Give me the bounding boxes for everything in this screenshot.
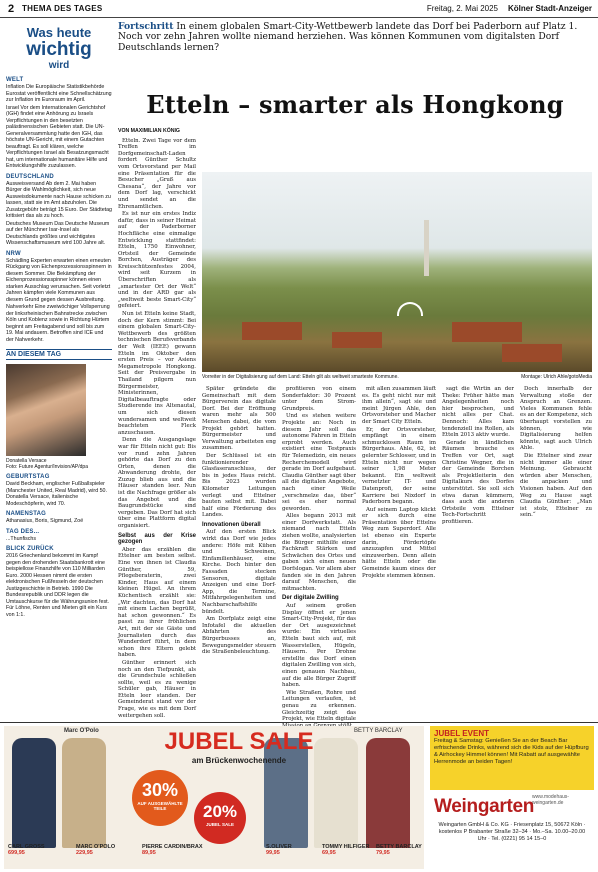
article-body xyxy=(118,128,592,723)
article-paragraph: Später gründete die Gemeinschaft mit dem Bürgerverein das digitale Dorf. Bei der Eröffnung waren mehr als 500 Menschen dabei, die vom Projekt gehört hatten. Bürgermeister und Verwaltung arbeiteten eng zusammen. xyxy=(202,386,276,452)
brand-label xyxy=(376,844,422,856)
event-box xyxy=(430,726,594,790)
sidebar-title-line2: wichtig xyxy=(26,39,92,60)
sidebar-block-text: David Beckham, englischer Fußballspieler (Manchester United, Real Madrid), wird 50. Donatella Versace, italienische Modeschöpferin, wird 70. xyxy=(6,481,107,507)
ad-tag-bettybarclay: BETTY BARCLAY xyxy=(354,728,403,734)
model-figure xyxy=(62,738,106,848)
photo-caption: Vorreiter in der Digitalisierung auf dem Land: Etteln gilt als weltweit smarteste Kommune. xyxy=(202,374,399,380)
article-paragraph: profitieren von einem Sonderfaktor: 30 Prozent unter dem Strom-Grundpreis. xyxy=(282,386,356,412)
column-5-paragraphs xyxy=(442,386,592,525)
brand-name: PIERRE CARDIN/BRAX xyxy=(142,844,203,850)
sidebar-block-head: TAG DES... xyxy=(6,528,40,535)
article-column-4 xyxy=(362,386,436,718)
page-number: 2 xyxy=(8,3,15,15)
brand-price: 229,95 xyxy=(76,850,93,856)
store-url: www.modehaus-weingarten.de xyxy=(532,794,569,806)
article-column-3 xyxy=(282,386,356,723)
article-paragraph: Wie Straßen, Rohre und Leitungen verlaufen, ist genau zu erkennen. Gleichzeitig zeigt das Projekt, wie Etteln digitale xyxy=(282,689,356,723)
sidebar-block-head: GEBURTSTAG xyxy=(6,474,50,480)
article-column-1 xyxy=(118,128,196,718)
sidebar-block-text: Israel Vor dem Internationalen Gerichtshof (IGH) findet eine Anhörung zu Israels Verpflichtungen in den besetzten palästinensischen Gebieten statt. Die UN-Generalversammlung hatte den IGH, das höchste UN-Gericht, mit einem Gutachten beauftragt. Es soll klären, welche Verpflichtungen Israel als Besatzungsmacht hat, um internationale humanitäre Hilfe und Entwicklungshilfe zuzulassen. xyxy=(6,104,109,169)
brand-price: 99,95 xyxy=(266,850,280,856)
kicker-text: In einem globalen Smart-City-Wettbewerb landete das Dorf bei Paderborn auf Platz 1. Noch vor zehn Jahren wollte niemand herziehen. Was können Kommunen vom digitalsten Dorf Deutschlands lernen? xyxy=(118,21,578,53)
kicker-label: Fortschritt xyxy=(118,21,174,32)
article-paragraph: Doch innerhalb der Verwaltung stoße der Anspruch an Grenzen. Vieles Kommunen fehle es an der Kompetenz, sich überhaupt vorstellen zu können, wie Digitalisierung helfen könnte, sagt auch Ulrich Ahle. xyxy=(520,386,592,452)
sidebar-title-line1: Was heute xyxy=(26,25,92,40)
subhead-3: Der digitale Zwilling xyxy=(282,595,339,602)
roof-shape xyxy=(452,322,522,342)
article-paragraph: mit allen zusammen läuft es. Es geht nicht nur mit ihm allein“, sagt sie und meint Jürgen Ahle, den Ortsvorsteher und Macher der Smart City Etteln. xyxy=(362,386,436,425)
article-photo xyxy=(202,172,592,372)
sidebar-block-head: NRW xyxy=(6,250,21,257)
discount-30: 30% xyxy=(141,780,179,800)
sidebar-block-text: Deutsches Museum Das Deutsche Museum auf der Münchner Isar-Insel als Deutschlands größtes und wichtigstes Wissenschaftsmuseum wird 100 Jahre alt. xyxy=(6,220,110,246)
brand-label xyxy=(8,844,45,856)
ad-tag-marcopolo: Marc O'Polo xyxy=(64,728,99,734)
article-paragraph: Es ist nur ein erstes Indiz dafür, dass in seiner Heimat auf der Paderborner Hochfläche eine einmalige Entwicklung stattfindet: Etteln, 1750 Einwohner, Ortsteil der Gemeinde Borchen, Austräger des Kreisschützenfestes 2004, wird seit Kurzem in Überschriften als „smartester Ort der Welt“ und in der ARD gar als „weltweit beste Smart-City“ gefeiert. xyxy=(118,211,196,310)
article-paragraph: Alles begann 2013 mit einer Dorfwerkstatt. Als niemand nach Etteln ziehen wollte, analysierten die Bürger mithilfe einer Fachkraft Stärken und Schwächen des Ortes und gaben sich einen neuen Dorfslogan. Vor allem aber fanden sie in den Jahren darauf Menschen, die mitmachten. xyxy=(282,513,356,592)
brand-label xyxy=(76,844,115,856)
newspaper-name: Kölner Stadt-Anzeiger xyxy=(507,4,592,13)
sidebar-title-line3: wird xyxy=(48,60,70,71)
brand-price: 79,95 xyxy=(376,850,390,856)
article-column-5 xyxy=(442,386,592,718)
sidebar-block-head: WELT xyxy=(6,77,24,83)
article-paragraph: Auf seinem großen Display öffnet er jenen Smart-City-Projekt, für das der Ort ausgezeichnet wurde: Ein virtuelles Etteln baut sich auf, mit Wasserstellen, Hügeln, Häusern. Per Drohne erstellte das Dorf einen digitalen Zwilling von sich, einen genauen Nachbau, auf die alle Bürger Zugriff haben. xyxy=(282,603,356,689)
brand-name: TOMMY HILFIGER xyxy=(322,844,370,850)
sidebar-news-list xyxy=(6,77,112,343)
column-3b-paragraphs xyxy=(282,603,356,729)
brand-name: MARC O'POLO xyxy=(76,844,116,850)
column-3-paragraphs xyxy=(282,386,356,592)
ad-subheadline: am Brückenwochenende xyxy=(191,756,287,765)
roof-shape xyxy=(332,332,382,348)
photo-caption-line xyxy=(202,374,592,383)
article-paragraph: Etteln. Zwei Tage vor dem Treffen im Dorfgemeinschaft-Laden fordert Günther Schultz vom Ortsvorstand per Mail eine Präsentation für die Besucher „Gruß aus Chesana“, der Jahre vor dem Dorf lag, verschickt und sendet an die Ehrenamtlichen. xyxy=(118,137,196,210)
subhead-2: Innovationen überall xyxy=(202,521,261,528)
issue-date: Freitag, 2. Mai 2025 xyxy=(426,4,498,13)
discount-badge-20 xyxy=(194,792,246,844)
article-paragraph: sagt die Wirtin an der Theke: Früher hätte man Angelegenheiten noch hier besprochen, und nicht alles per Chat. Dennoch: Alles kam tendenziell ins Rollen, als Etteln 2013 aktiv wurde. xyxy=(442,386,514,439)
on-this-day-title: AN DIESEM TAG xyxy=(6,349,112,360)
sidebar-whats-important xyxy=(6,26,112,719)
sidebar-block-text: ...Thunfischs xyxy=(6,535,37,542)
sidebar-day-list xyxy=(6,474,112,618)
brand-name: BETTY BARCLAY xyxy=(376,844,422,850)
brand-price: 699,95 xyxy=(8,850,25,856)
discount-badge-30 xyxy=(132,770,188,826)
article-column-2 xyxy=(202,386,276,718)
article-paragraph: Nun ist Etteln keine Stadt, doch der Kern stimmt: Bei einem globalen Smart-City-Wettbewerb des größten technischen Berufsverbands der Welt (IEEE) gewann Etteln im Oktober den ersten Preis – vor Asiens Megametropole Hongkong. Seit der Preisvergabe in Thailand pilgern nun Bürgermeister, Ministerinnen, Digitalbeauftragte oder Studierende ins Altenautal, um sich diesen wundersamen und weltweit beachteten Fleck anzuschauen. xyxy=(118,311,196,436)
article-paragraph: Der Schlüssel ist ein funktionierender Glasfaseranschluss, der bis in jedes Haus reicht. Bis 2023 wurden Kilometer Leitungen verlegt und Ettelner bauten selbst mit. Dabei half eine Förderung des Landes. xyxy=(202,452,276,519)
article-kicker xyxy=(118,22,592,62)
article-paragraph: Am Dorfplatz zeigt eine Infotafel die aktuellen Abfahrten des Bürgerbusses an, Bewegungsmelder steuern die Straßenbeleuchtung. xyxy=(202,616,276,656)
store-address: Weingarten GmbH & Co. KG · Friesenplatz 15, 50672 Köln · kostenlos P Brabanter Straße 32–34 · Mo.–Sa. 10.00–20.00 Uhr · Tel. (0221) 95 14 15–0 xyxy=(438,822,586,842)
article-paragraph: Günther erinnert sich noch an den Tiefpunkt, als die Grundschule schließen sollte, weil es zu wenige Schüler gab, Häuser in Etteln leer standen. Der Gemeinderat stand vor der Frage, wie es mit dem Dorf weitergehen soll. xyxy=(118,659,196,719)
headline: Etteln – smarter als Hongkong xyxy=(146,90,564,119)
byline: VON MAXIMILIAN KÖNIG xyxy=(118,128,180,134)
column-1-paragraphs xyxy=(118,138,196,530)
model-figure xyxy=(12,738,56,848)
sidebar-block-text: Schädling Experten erwarten einen erneuten Rückgang von Eichenprozessionsspinnern in diesem Sommer. Die Bekämpfung der Eichenprozessionsspinner können einen starken Ausschlag verursachen. Seit vorletzt Jahren kämpfen viele Kommunen aus diesem Grund gegen dessen Ausbreitung. xyxy=(6,257,112,303)
discount-20: 20% xyxy=(202,802,238,821)
sidebar-block-text: Athanasius, Boris, Sigmund, Zoë xyxy=(6,518,84,524)
discount-30-sub: AUF AUSGEWÄHLTE TEILE xyxy=(137,801,183,811)
brand-price: 89,95 xyxy=(142,850,156,856)
article-paragraph: Er, der Ortsvorsteher, empfängt in einem schmucklosen Raum im Bürgerhaus. Ahle, 62, ist gelernter Schlosser, und in Etteln nicht nur wegen seiner 1,98 Meter bekannt. Ein weltweit vernetzter IT- und Datenprofi, der seine Karriere bei Nixdorf in Paderborn begann. xyxy=(362,426,436,506)
article-paragraph: Auf seinem Laptop klickt er sich durch eine Präsentation über Ettelns Weg zum Superdorf. Alle ist ebenso ein Experte darin, Fördertöpfe anzuzapfen und Mittel einzuwerben. Denn allein hätte Etteln oder die Gemeinde kaum eines der Projekte stemmen können. xyxy=(362,506,436,579)
brand-price: 69,95 xyxy=(322,850,336,856)
article-paragraph: Gerade in ländlichen Räumen brauche es Treffen vor Ort, sagt Christine Wegner, die in der Gemeinde Borchen als Projektleiterin den Digitalkurs des Dorfes unterstützt. Sie soll sich etwa daran kümmern, dass auch die anderen Ortsteile vom Ettelner Tech-Fortschritt profitieren. xyxy=(442,439,514,525)
photo-credit: Montage: Ulrich Ahle/gotoMedia xyxy=(521,374,592,380)
column-4-paragraphs xyxy=(362,386,436,579)
subhead-1: Selbst aus der Krise gezogen xyxy=(118,532,196,546)
article-paragraph: Auf den ersten Blick wirkt das Dorf wie jedes andere: Höfe mit Kühen und Schweinen, Einfamilienhäuser, eine Kirche. Doch hinter den Fassaden stecken Sensoren, digitale Anzeigen und eine Dorf-App, die Termine, Mitfahrgelegenheiten und Nachbarschaftshilfe bündelt. xyxy=(202,529,276,615)
section-title: THEMA DES TAGES xyxy=(22,4,103,13)
portrait-credit: Foto: Future Agentur/Invision/AP/dpa xyxy=(6,464,88,470)
brand-name: CARL GROSS xyxy=(8,844,45,850)
sidebar-block-text: Inflation Die Europäische Statistikbehörde Eurostat veröffentlicht eine Schnellschätzung zur Inflation im Euroraum im April. xyxy=(6,84,112,103)
jubel-sale-ad[interactable] xyxy=(4,726,424,869)
wifi-icon xyxy=(397,302,423,316)
sidebar-block-text: Ausweisversand Ab dem 2. Mai haben Bürger die Wahlmöglichkeit, sich neue Ausweisdokumente nach Hause schicken zu lassen, statt sie im Amt abzuholen. Die Zusatzgebühr beträgt 15 Euro. Der Städtetag kritisiert das als zu hoch. xyxy=(6,180,113,219)
sidebar-block-head: NAMENSTAG xyxy=(6,511,47,517)
column-2b-paragraphs xyxy=(202,529,276,655)
sidebar-block-head: DEUTSCHLAND xyxy=(6,173,54,180)
sidebar-block-text: Nahverkehr Eine zweiwöchiger Vollsperrung der linksrheinischen Bahnstrecke zwischen Köln und Koblenz sowie in Richtung Hürtem beginnt am Freitagabend und soll bis zum 19. Mai andauern. Betroffen sind ICE und der Nahverkehr. xyxy=(6,304,110,343)
page-header xyxy=(0,0,598,18)
brand-label xyxy=(322,844,369,856)
model-figure xyxy=(366,738,410,848)
event-headline: JUBEL EVENT xyxy=(434,729,489,738)
column-2-paragraphs xyxy=(202,386,276,519)
advertisement-strip xyxy=(0,722,598,872)
church-tower xyxy=(424,220,429,276)
brand-name: S.OLIVER xyxy=(266,844,292,850)
roof-shape xyxy=(502,344,562,362)
roof-shape xyxy=(242,322,302,340)
article-paragraph: Und es stehen weitere Projekte an: Noch in diesem Jahr soll das autonome Fahren in Etteln erprobt werden. Auch existiert eine Testpraxis für Telemedizin, ein neues Recherchemodell wird gerade im Dorf aufgebaut. Claudia Günther sagt über all die digitalen Angebote, nach einer Weile „verschmelze das, über“ sei es eher normal geworden. xyxy=(282,413,356,512)
brand-label xyxy=(142,844,203,856)
store-logo: Weingarten xyxy=(434,796,535,817)
column-1b-paragraphs xyxy=(118,547,196,719)
sidebar-block-head: BLICK ZURÜCK xyxy=(6,546,54,552)
article-paragraph: Die Ettelner sind zwar nicht immer alle einer Meinung. Gebraucht würden aber Menschen, die anpacken und Visionen haben. Auf den Weg zu Hause sagt Claudia Günther: „Man ist stolz, Ettelner zu sein.“ xyxy=(520,452,592,519)
discount-20-sub: JUBEL SALE xyxy=(206,822,234,827)
portrait-caption: Donatella Versace xyxy=(6,458,47,464)
spacer xyxy=(202,128,592,168)
weingarten-ad[interactable] xyxy=(430,726,594,869)
article-paragraph: Aber das erzählen die Ettelner am besten selbst. Eine von ihnen ist Claudia Günther, 59, Pflegeberaterin, zwei Kinder, Haus auf einem kleinen Hügel. An ihrem Küchentisch erzählt sie: „Wir dachten, das Dorf hat mit einem Lachen begrüßt, hat schon gewonnen.“ Es passt zu ihrer fröhlichen Art, mit der sie Gäste und Journalisten durch das Wunderdorf führt, in dem schon ihre Eltern gelebt haben. xyxy=(118,546,196,659)
portrait-photo xyxy=(6,364,86,456)
brand-label xyxy=(266,844,292,856)
article-paragraph: Denn die Ausgangslage war für Etteln nicht gut: Bis vor rund zehn Jahren gehörte das Dorf zu den Orten, denen die Abwanderung drohte, der Zuzug blieb aus und die Häuser standen leer. Nun ist die Nachfrage größer als das Angebot und die Baugrundstücke sind vergeben. Das Dorf hat sich über eine Plattform digital organisiert. xyxy=(118,437,196,530)
ad-headline: JUBEL SALE xyxy=(164,728,314,755)
sidebar-block-text: 2016 Griechenland bekommt im Kampf gegen den drohenden Staatsbankrott eine beispiellose Finanzhilfe von 110 Milliarden Euro. 2000 Hessen nimmt die ersten elektronischen Fußfesseln der deutschen Justizgeschichte in Betrieb. 1990 Die Bundesrepublik und DDR legen die Umtauschkurse für die Währungsunion fest. Für Löhne, Renten und Mieten gilt ein Kurs von 1:1. xyxy=(6,553,110,618)
event-text: Freitag & Samstag: Genießen Sie an der Beach Bar erfrischende Drinks, während sich die Kids auf der Hüpfburg & Airhockey Himmel können! Mit Rabatt auf ausgewählte Herrenmode an beiden Tagen! xyxy=(434,738,589,765)
